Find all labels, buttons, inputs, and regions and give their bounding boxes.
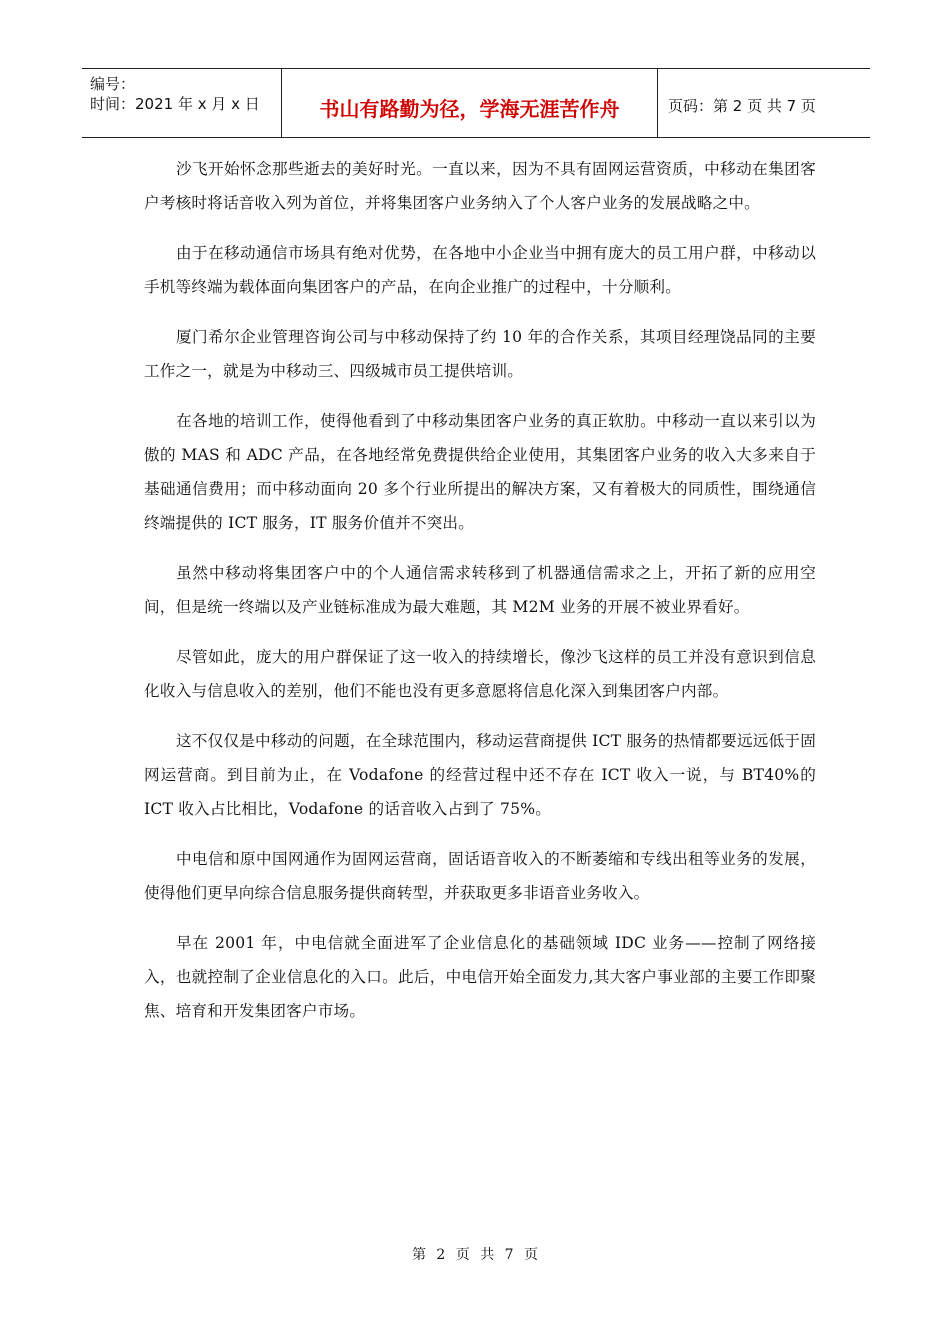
body-paragraph-4: 在各地的培训工作，使得他看到了中移动集团客户业务的真正软肋。中移动一直以来引以为傲的 MAS 和 ADC 产品，在各地经常免费提供给企业使用，其集团客户业务的收入大多来自于基础通信费用；而中移动面向 20 多个行业所提出的解决方案，又有着极大的同质性，围绕通信终端提供的 ICT 服务，IT 服务价值并不突出。 — [144, 412, 816, 532]
header-motto: 书山有路勤为径，学海无涯苦作舟 — [319, 97, 620, 121]
body-paragraph-9: 早在 2001 年，中电信就全面进军了企业信息化的基础领域 IDC 业务——控制了网络接入，也就控制了企业信息化的入口。此后，中电信开始全面发力,其大客户事业部的主要工作即聚焦、培育和开发集团客户市场。 — [144, 934, 816, 1020]
document-date: 时间：2021 年 x 月 x 日 — [90, 95, 260, 113]
header-page-info: 页码：第 2 页 共 7 页 — [668, 97, 816, 115]
header-page-cell — [658, 69, 870, 137]
body-paragraph-5: 虽然中移动将集团客户中的个人通信需求转移到了机器通信需求之上，开拓了新的应用空间，但是统一终端以及产业链标准成为最大难题，其 M2M 业务的开展不被业界看好。 — [144, 564, 816, 616]
header-meta-cell — [82, 69, 282, 137]
body-paragraph-6: 尽管如此，庞大的用户群保证了这一收入的持续增长，像沙飞这样的员工并没有意识到信息化收入与信息收入的差别，他们不能也没有更多意愿将信息化深入到集团客户内部。 — [144, 648, 816, 700]
body-paragraph-2: 由于在移动通信市场具有绝对优势，在各地中小企业当中拥有庞大的员工用户群，中移动以手机等终端为载体面向集团客户的产品，在向企业推广的过程中，十分顺利。 — [144, 244, 816, 296]
body-paragraph-1: 沙飞开始怀念那些逝去的美好时光。一直以来，因为不具有固网运营资质，中移动在集团客户考核时将话音收入列为首位，并将集团客户业务纳入了个人客户业务的发展战略之中。 — [144, 160, 816, 212]
body-paragraph-8: 中电信和原中国网通作为固网运营商，固话语音收入的不断萎缩和专线出租等业务的发展，使得他们更早向综合信息服务提供商转型，并获取更多非语音业务收入。 — [144, 850, 816, 902]
body-paragraph-3: 厦门希尔企业管理咨询公司与中移动保持了约 10 年的合作关系，其项目经理饶品同的主要工作之一，就是为中移动三、四级城市员工提供培训。 — [144, 328, 816, 380]
body-paragraph-7: 这不仅仅是中移动的问题，在全球范围内，移动运营商提供 ICT 服务的热情都要远远低于固网运营商。到目前为止，在 Vodafone 的经营过程中还不存在 ICT 收入一说，与 BT40%的 ICT 收入占比相比，Vodafone 的话音收入占到了 75%。 — [144, 732, 816, 818]
document-body — [144, 152, 816, 1044]
page-header — [82, 68, 870, 138]
page-footer: 第 2 页 共 7 页 — [411, 1247, 539, 1263]
header-motto-cell — [282, 69, 658, 137]
document-number-label: 编号： — [90, 75, 136, 93]
